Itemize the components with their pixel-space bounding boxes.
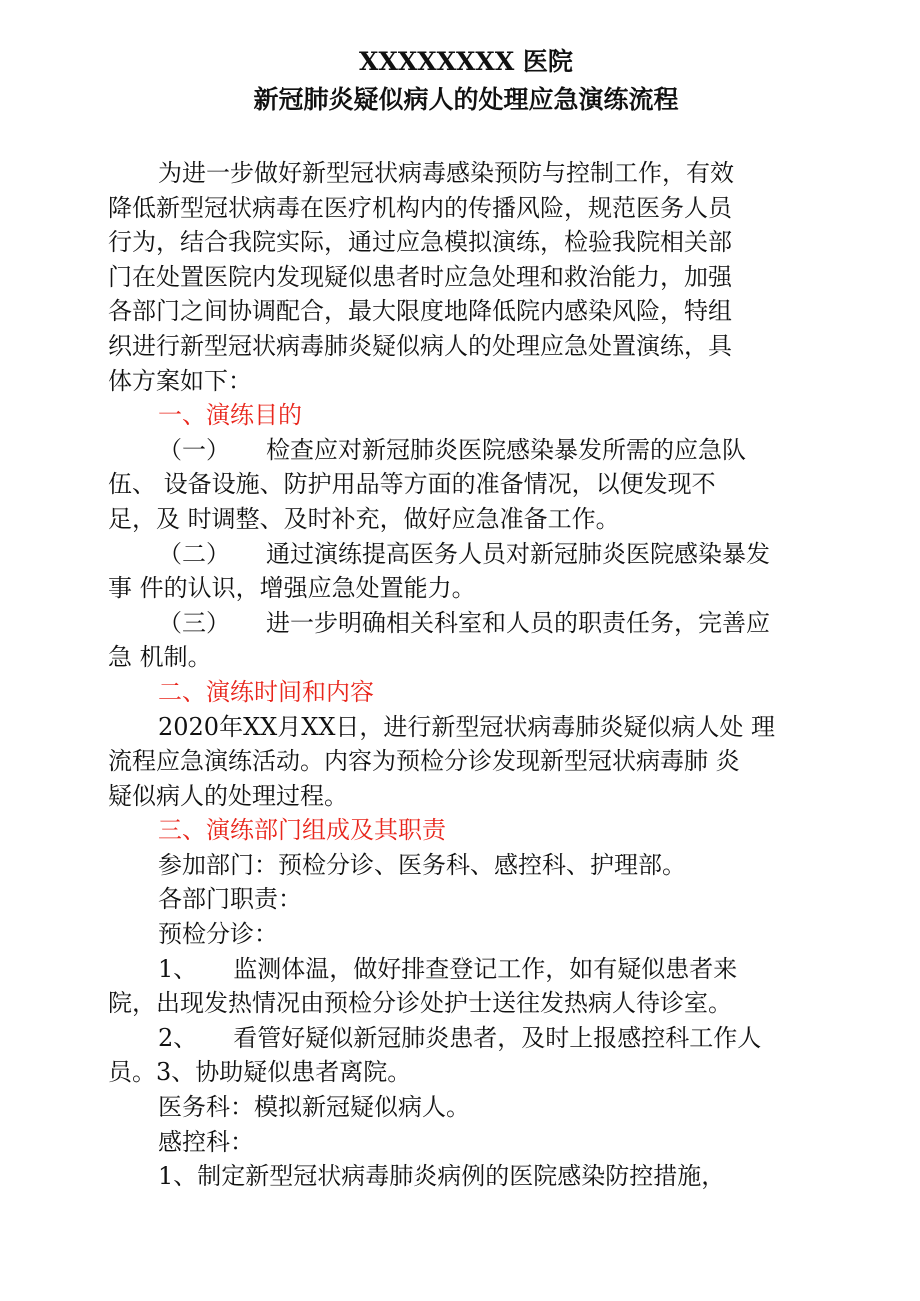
list-item-line: （三） 进一步明确相关科室和人员的职责任务，完善应 <box>158 608 770 637</box>
item-number: （一） <box>158 435 230 464</box>
section-heading: 二、演练时间和内容 <box>158 677 374 706</box>
intro-line: 行为，结合我院实际，通过应急模拟演练，检验我院相关部 <box>108 228 732 257</box>
paragraph-line: 疑似病人的处理过程。 <box>108 781 348 810</box>
intro-paragraph <box>108 156 820 398</box>
list-item-line: 1、 监测体温，做好排查登记工作，如有疑似患者来 <box>158 954 738 983</box>
item-number: （二） <box>158 539 230 568</box>
hospital-name: XXXXXXXX 医院 <box>359 47 573 76</box>
intro-line: 织进行新型冠状病毒肺炎疑似病人的处理应急处置演练，具 <box>108 331 732 360</box>
item-number: 2、 <box>158 1023 198 1052</box>
duties-label: 各部门职责： <box>158 885 302 914</box>
document-title: 新冠肺炎疑似病人的处理应急演练流程 <box>253 85 679 114</box>
triage-label: 预检分诊： <box>158 920 278 949</box>
medical-affairs-line: 医务科：模拟新冠疑似病人。 <box>158 1093 470 1122</box>
intro-line: 各部门之间协调配合，最大限度地降低院内感染风险，特组 <box>108 297 732 326</box>
list-item-line: 伍、 设备设施、防护用品等方面的准备情况，以便发现不 <box>108 470 716 499</box>
section-heading: 三、演练部门组成及其职责 <box>158 816 446 845</box>
intro-line: 降低新型冠状病毒在医疗机构内的传播风险，规范医务人员 <box>108 193 732 222</box>
infection-control-label: 感控科： <box>158 1127 254 1156</box>
intro-line: 体方案如下： <box>108 366 252 395</box>
section-heading: 一、演练目的 <box>158 401 302 430</box>
list-item-line: 足，及 时调整、及时补充，做好应急准备工作。 <box>108 504 620 533</box>
list-item-line: 员。3、协助疑似患者离院。 <box>108 1058 412 1087</box>
item-number: 1、 <box>158 954 198 983</box>
list-item-line: （二） 通过演练提高医务人员对新冠肺炎医院感染暴发 <box>158 539 770 568</box>
paragraph-line: 流程应急演练活动。内容为预检分诊发现新型冠状病毒肺 炎 <box>108 747 740 776</box>
list-item-line: （一） 检查应对新冠肺炎医院感染暴发所需的应急队 <box>158 435 746 464</box>
paragraph-line: 2020年XX月XX日，进行新型冠状病毒肺炎疑似病人处 理 <box>158 712 776 741</box>
list-item-line: 1、制定新型冠状病毒肺炎病例的医院感染防控措施， <box>158 1162 726 1191</box>
item-number: （三） <box>158 608 230 637</box>
list-item-line: 院，出现发热情况由预检分诊处护士送往发热病人待诊室。 <box>108 989 732 1018</box>
list-item-line: 事 件的认识，增强应急处置能力。 <box>108 574 476 603</box>
intro-line: 门在处置医院内发现疑似患者时应急处理和救治能力，加强 <box>108 262 732 291</box>
intro-line: 为进一步做好新型冠状病毒感染预防与控制工作，有效 <box>158 159 734 187</box>
list-item-line: 急 机制。 <box>108 643 212 672</box>
list-item-line: 2、 看管好疑似新冠肺炎患者，及时上报感控科工作人 <box>158 1023 762 1052</box>
participants-line: 参加部门：预检分诊、医务科、感控科、护理部。 <box>158 850 686 879</box>
